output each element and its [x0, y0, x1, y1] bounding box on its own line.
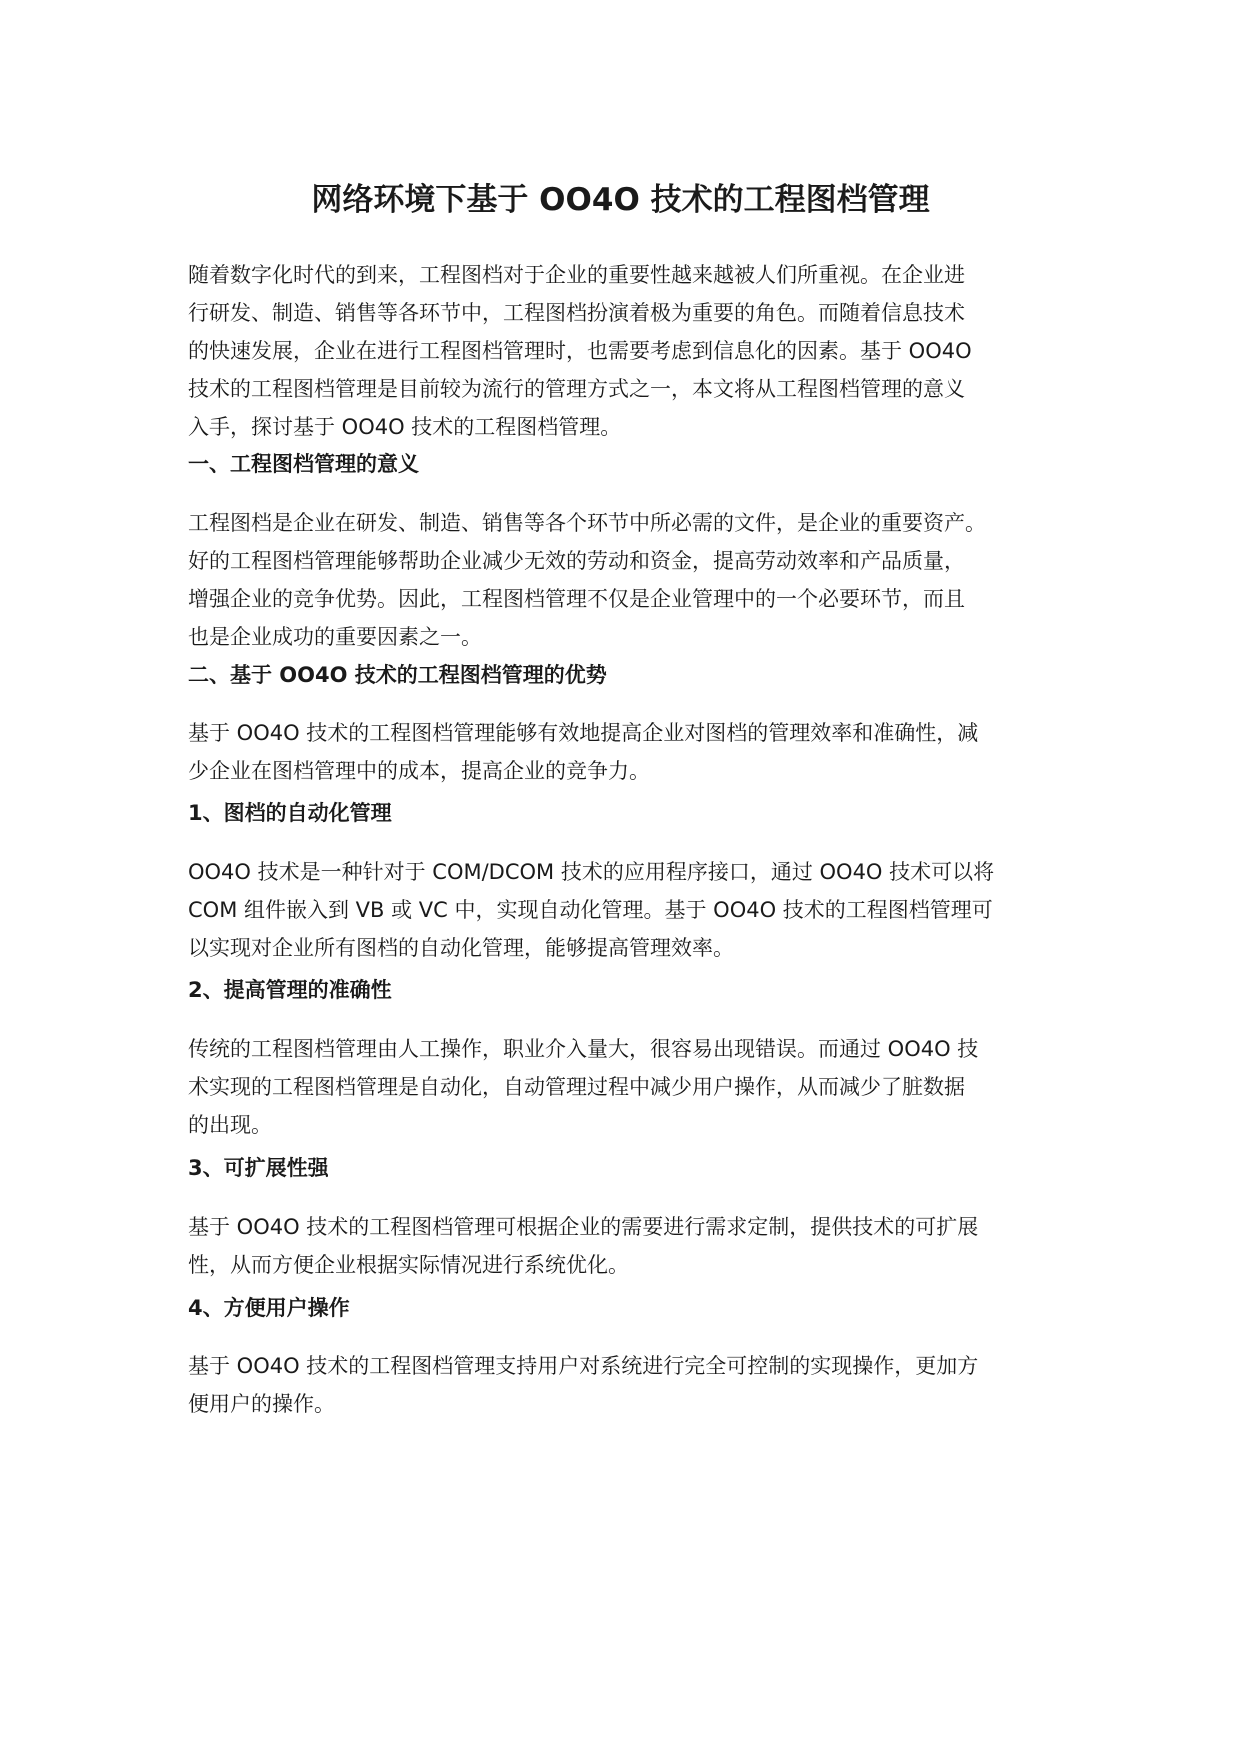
paragraph-line: 入手，探讨基于 OO4O 技术的工程图档管理。 [188, 415, 622, 439]
paragraph-line: 增强企业的竞争优势。因此，工程图档管理不仅是企业管理中的一个必要环节，而且 [188, 587, 965, 611]
item-heading-usability: 4、方便用户操作 [188, 1296, 350, 1320]
paragraph-line: 技术的工程图档管理是目前较为流行的管理方式之一，本文将从工程图档管理的意义 [188, 377, 965, 401]
paragraph-line: 行研发、制造、销售等各环节中，工程图档扮演着极为重要的角色。而随着信息技术 [188, 301, 965, 325]
item-heading-accuracy: 2、提高管理的准确性 [188, 978, 392, 1002]
paragraph-line: 性，从而方便企业根据实际情况进行系统优化。 [188, 1253, 629, 1277]
paragraph-line: 以实现对企业所有图档的自动化管理，能够提高管理效率。 [188, 936, 734, 960]
intro-paragraph [188, 256, 1054, 446]
paragraph-line: 随着数字化时代的到来，工程图档对于企业的重要性越来越被人们所重视。在企业进 [188, 263, 965, 287]
section-paragraph-significance [188, 504, 1054, 656]
item-paragraph-usability [188, 1347, 1054, 1423]
paragraph-line: 的出现。 [188, 1113, 272, 1137]
section-heading-significance: 一、工程图档管理的意义 [188, 452, 419, 476]
item-heading-scalability: 3、可扩展性强 [188, 1156, 329, 1180]
paragraph-line: 好的工程图档管理能够帮助企业减少无效的劳动和资金，提高劳动效率和产品质量， [188, 549, 965, 573]
item-paragraph-scalability [188, 1208, 1054, 1284]
paragraph-line: 基于 OO4O 技术的工程图档管理支持用户对系统进行完全可控制的实现操作，更加方 [188, 1354, 979, 1378]
paragraph-line: 工程图档是企业在研发、制造、销售等各个环节中所必需的文件，是企业的重要资产。 [188, 511, 986, 535]
paragraph-line: 基于 OO4O 技术的工程图档管理可根据企业的需要进行需求定制，提供技术的可扩展 [188, 1215, 979, 1239]
paragraph-line: 少企业在图档管理中的成本，提高企业的竞争力。 [188, 759, 650, 783]
paragraph-line: COM 组件嵌入到 VB 或 VC 中，实现自动化管理。基于 OO4O 技术的工程图档管理可 [188, 898, 993, 922]
paragraph-line: 也是企业成功的重要因素之一。 [188, 625, 482, 649]
document-title: 网络环境下基于 OO4O 技术的工程图档管理 [311, 182, 930, 218]
paragraph-line: OO4O 技术是一种针对于 COM/DCOM 技术的应用程序接口，通过 OO4O 技术可以将 [188, 860, 995, 884]
item-paragraph-automation [188, 853, 1054, 967]
paragraph-line: 基于 OO4O 技术的工程图档管理能够有效地提高企业对图档的管理效率和准确性，减 [188, 721, 979, 745]
section-paragraph-advantages [188, 714, 1054, 790]
item-heading-automation: 1、图档的自动化管理 [188, 801, 392, 825]
section-heading-advantages: 二、基于 OO4O 技术的工程图档管理的优势 [188, 663, 607, 687]
paragraph-line: 便用户的操作。 [188, 1392, 335, 1416]
item-paragraph-accuracy [188, 1030, 1054, 1144]
paragraph-line: 传统的工程图档管理由人工操作，职业介入量大，很容易出现错误。而通过 OO4O 技 [188, 1037, 979, 1061]
paragraph-line: 的快速发展，企业在进行工程图档管理时，也需要考虑到信息化的因素。基于 OO4O [188, 339, 972, 363]
paragraph-line: 术实现的工程图档管理是自动化，自动管理过程中减少用户操作，从而减少了脏数据 [188, 1075, 965, 1099]
